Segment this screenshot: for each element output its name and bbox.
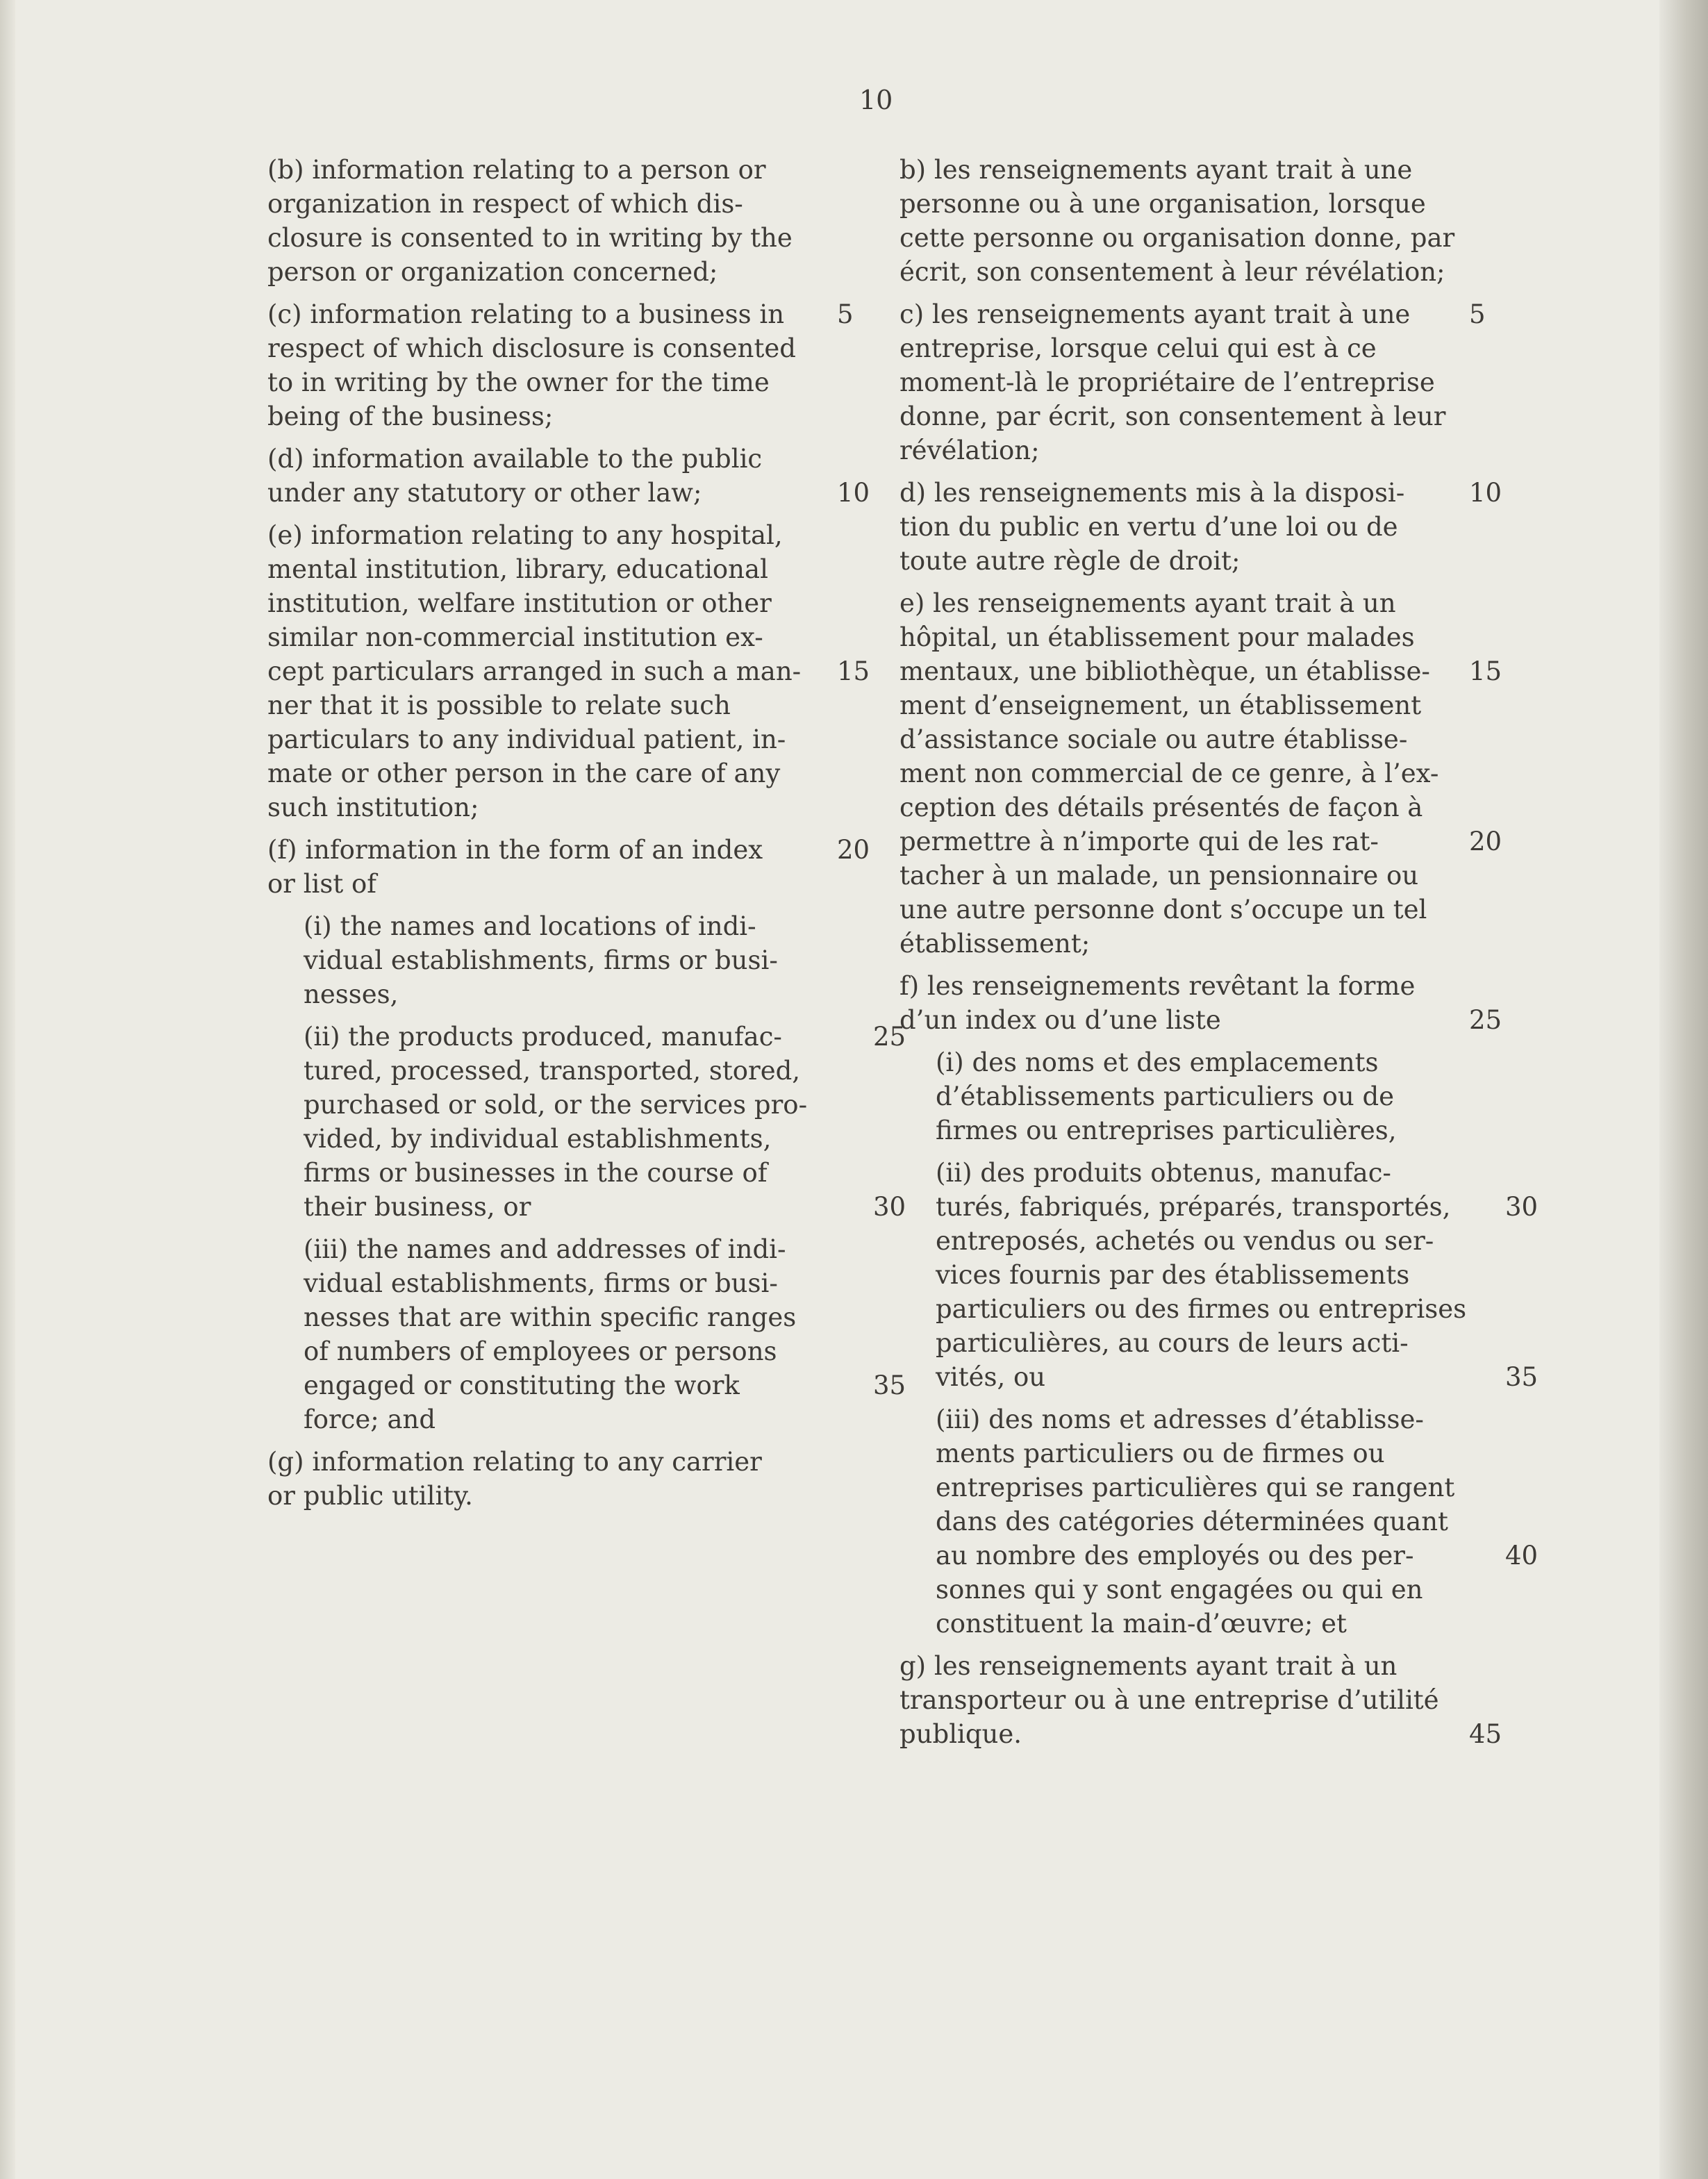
line-text: écrit, son consentement à leur révélation; [899,257,1445,287]
french-paragraph [899,586,1502,961]
line-text: permettre à n’importe qui de les rat- [899,827,1379,856]
text-line [899,1683,1497,1717]
line-text: cept particulars arranged in such a man- [267,656,802,686]
text-line [267,1445,865,1479]
line-text: donne, par écrit, son consentement à leur [899,401,1446,431]
line-number: 25 [873,1022,906,1052]
text-line [899,544,1497,578]
line-text: mate or other person in the care of any [267,759,781,788]
text-line [267,331,865,365]
text-line [304,1334,865,1368]
line-text: (i) des noms et des emplacements [936,1047,1379,1077]
text-line [899,1717,1502,1751]
line-text: vidual establishments, firms or busi- [304,1268,778,1298]
line-text: particuliers ou des firmes ou entreprises [936,1294,1467,1324]
line-text: (g) information relating to any carrier [267,1447,762,1477]
line-text: dans des catégories déterminées quant [936,1507,1448,1536]
text-line [899,221,1497,255]
line-text: ner that it is possible to relate such [267,690,731,720]
line-number: 45 [1469,1719,1502,1749]
line-text: (c) information relating to a business in [267,299,785,329]
line-text: constituent la main-d’œuvre; et [936,1609,1347,1639]
text-line [936,1156,1497,1190]
line-text: vités, ou [936,1362,1046,1392]
line-text: their business, or [304,1192,531,1222]
line-number: 30 [1505,1192,1539,1222]
text-line [267,586,865,620]
text-line [899,859,1497,893]
line-text: (d) information available to the public [267,444,763,474]
line-number: 5 [837,299,854,329]
text-line [267,442,865,476]
line-text: moment-là le propriétaire de l’entreprise [899,367,1435,397]
line-text: au nombre des employés ou des per- [936,1541,1414,1571]
text-line [267,365,865,399]
text-line [899,620,1497,654]
line-text: entreprises particulières qui se rangent [936,1473,1455,1502]
line-text: particulières, au cours de leurs acti- [936,1328,1409,1358]
english-paragraph [267,297,865,433]
text-line [304,943,865,977]
line-text: being of the business; [267,401,554,431]
line-text: cette personne ou organisation donne, par [899,223,1455,253]
text-line [899,1649,1497,1683]
text-line [304,1020,906,1054]
text-line [267,867,865,901]
text-line [899,722,1497,756]
line-text: organization in respect of which dis- [267,189,743,219]
line-number: 10 [1469,478,1502,508]
text-line [899,927,1497,961]
french-paragraph [936,1402,1539,1641]
line-text: transporteur ou à une entreprise d’utilité [899,1685,1439,1715]
line-text: ments particuliers ou de firmes ou [936,1439,1385,1468]
line-text: ception des détails présentés de façon à [899,793,1423,822]
text-line [304,1054,865,1088]
line-text: firmes ou entreprises particulières, [936,1116,1397,1145]
line-text: tion du public en vertu d’une loi ou de [899,512,1398,542]
line-text: d’établissements particuliers ou de [936,1082,1395,1111]
line-text: d) les renseignements mis à la disposi- [899,478,1405,508]
text-line [936,1326,1497,1360]
text-line [267,221,865,255]
text-line [899,399,1497,433]
text-line [267,833,870,867]
line-text: particulars to any individual patient, in- [267,724,786,754]
line-text: une autre personne dont s’occupe un tel [899,895,1427,925]
line-text: ment d’enseignement, un établissement [899,690,1422,720]
line-text: to in writing by the owner for the time [267,367,770,397]
line-text: or list of [267,869,376,899]
line-text: tured, processed, transported, stored, [304,1056,801,1086]
text-line [304,1402,865,1436]
page-edge-right [1659,0,1708,2179]
text-line [304,1266,865,1300]
line-text: (iii) des noms et adresses d’établisse- [936,1405,1424,1434]
line-text: tacher à un malade, un pensionnaire ou [899,861,1419,890]
line-text: of numbers of employees or persons [304,1336,777,1366]
text-line [899,187,1497,221]
line-number: 25 [1469,1005,1502,1035]
text-line [304,977,865,1011]
text-line [899,297,1497,331]
english-paragraph [267,833,870,901]
line-text: under any statutory or other law; [267,478,702,508]
line-text: vided, by individual establishments, [304,1124,772,1154]
text-line [936,1573,1497,1607]
french-paragraph [936,1156,1539,1394]
line-text: sonnes qui y sont engagées ou qui en [936,1575,1423,1605]
text-line [267,654,870,688]
text-line [899,153,1497,187]
text-line [899,433,1497,467]
text-line [936,1045,1497,1079]
line-number: 35 [1505,1362,1539,1392]
text-line [899,331,1497,365]
line-text: institution, welfare institution or other [267,588,772,618]
text-line [936,1113,1497,1148]
french-paragraph [899,153,1497,289]
text-line [267,297,865,331]
line-text: hôpital, un établissement pour malades [899,622,1415,652]
text-line [267,620,865,654]
text-line [936,1607,1497,1641]
line-text: respect of which disclosure is consented [267,333,796,363]
text-line [899,586,1497,620]
line-text: (iii) the names and addresses of indi- [304,1234,786,1264]
line-text: mentaux, une bibliothèque, un établisse- [899,656,1430,686]
english-paragraph [304,1232,906,1436]
text-line [899,654,1502,688]
text-line [267,722,865,756]
line-text: établissement; [899,929,1091,959]
text-line [304,1156,865,1190]
text-line [267,688,865,722]
text-line [267,153,865,187]
text-line [936,1224,1497,1258]
french-paragraph [899,297,1497,467]
text-line [936,1505,1497,1539]
line-number: 5 [1469,299,1486,329]
line-text: publique. [899,1719,1022,1749]
text-line [936,1539,1539,1573]
english-paragraph [267,442,870,510]
text-line [899,255,1497,289]
text-line [267,790,865,825]
line-text: (ii) the products produced, manufac- [304,1022,782,1052]
line-text: such institution; [267,793,479,822]
text-line [304,1368,906,1402]
text-line [267,756,865,790]
line-text: personne ou à une organisation, lorsque [899,189,1426,219]
text-line [899,756,1497,790]
text-line [304,1088,865,1122]
text-line [267,187,865,221]
line-text: b) les renseignements ayant trait à une [899,155,1413,185]
text-line [936,1292,1497,1326]
english-paragraph [304,909,865,1011]
line-text: c) les renseignements ayant trait à une [899,299,1411,329]
line-text: similar non-commercial institution ex- [267,622,763,652]
text-line [267,518,865,552]
line-text: d’assistance sociale ou autre établisse- [899,724,1408,754]
text-line [267,399,865,433]
line-text: entreposés, achetés ou vendus ou ser- [936,1226,1434,1256]
line-text: force; and [304,1405,436,1434]
text-line [304,1122,865,1156]
line-text: firms or businesses in the course of [304,1158,768,1188]
line-text: entreprise, lorsque celui qui est à ce [899,333,1377,363]
text-line [899,476,1502,510]
french-paragraph [899,969,1502,1037]
line-text: person or organization concerned; [267,257,718,287]
text-line [899,790,1497,825]
line-text: toute autre règle de droit; [899,546,1241,576]
line-text: g) les renseignements ayant trait à un [899,1651,1398,1681]
text-line [304,909,865,943]
line-text: e) les renseignements ayant trait à un [899,588,1396,618]
english-column [267,153,906,1521]
line-text: (f) information in the form of an index [267,835,763,865]
text-line [899,969,1497,1003]
text-line [936,1258,1497,1292]
line-text: turés, fabriqués, préparés, transportés, [936,1192,1451,1222]
line-number: 20 [837,835,870,865]
french-paragraph [936,1045,1497,1148]
text-line [936,1402,1497,1436]
text-line [267,1479,865,1513]
line-text: (b) information relating to a person or [267,155,766,185]
line-text: or public utility. [267,1481,473,1511]
text-line [936,1360,1539,1394]
text-line [899,365,1497,399]
line-number: 40 [1505,1541,1539,1571]
line-text: closure is consented to in writing by the [267,223,793,253]
text-line [936,1470,1497,1505]
text-line [304,1190,906,1224]
page-number: 10 [859,85,893,115]
page-edge-left [0,0,15,2179]
french-paragraph [899,1649,1502,1751]
text-line [936,1436,1497,1470]
line-text: d’un index ou d’une liste [899,1005,1221,1035]
line-text: mental institution, library, educational [267,554,768,584]
french-column [899,153,1539,1759]
line-number: 35 [873,1370,906,1400]
french-paragraph [899,476,1502,578]
text-line [304,1300,865,1334]
text-line [936,1190,1539,1224]
text-line [936,1079,1497,1113]
line-text: vices fournis par des établissements [936,1260,1410,1290]
line-text: nesses that are within specific ranges [304,1302,797,1332]
text-line [267,476,870,510]
line-text: (ii) des produits obtenus, manufac- [936,1158,1391,1188]
line-text: vidual establishments, firms or busi- [304,945,778,975]
line-number: 15 [837,656,870,686]
english-paragraph [267,518,870,825]
text-line [899,893,1497,927]
line-number: 15 [1469,656,1502,686]
text-line [899,1003,1502,1037]
english-paragraph [267,1445,865,1513]
text-line [899,825,1502,859]
line-text: engaged or constituting the work [304,1370,740,1400]
text-line [899,510,1497,544]
line-text: (e) information relating to any hospital, [267,520,783,550]
line-text: nesses, [304,979,399,1009]
line-text: révélation; [899,436,1040,465]
line-text: f) les renseignements revêtant la forme [899,971,1416,1001]
line-text: ment non commercial de ce genre, à l’ex- [899,759,1439,788]
text-line [304,1232,865,1266]
text-line [267,552,865,586]
line-number: 30 [873,1192,906,1222]
line-number: 10 [837,478,870,508]
line-text: (i) the names and locations of indi- [304,911,756,941]
line-number: 20 [1469,827,1502,856]
text-line [899,688,1497,722]
english-paragraph [267,153,865,289]
text-line [267,255,865,289]
line-text: purchased or sold, or the services pro- [304,1090,808,1120]
english-paragraph [304,1020,906,1224]
